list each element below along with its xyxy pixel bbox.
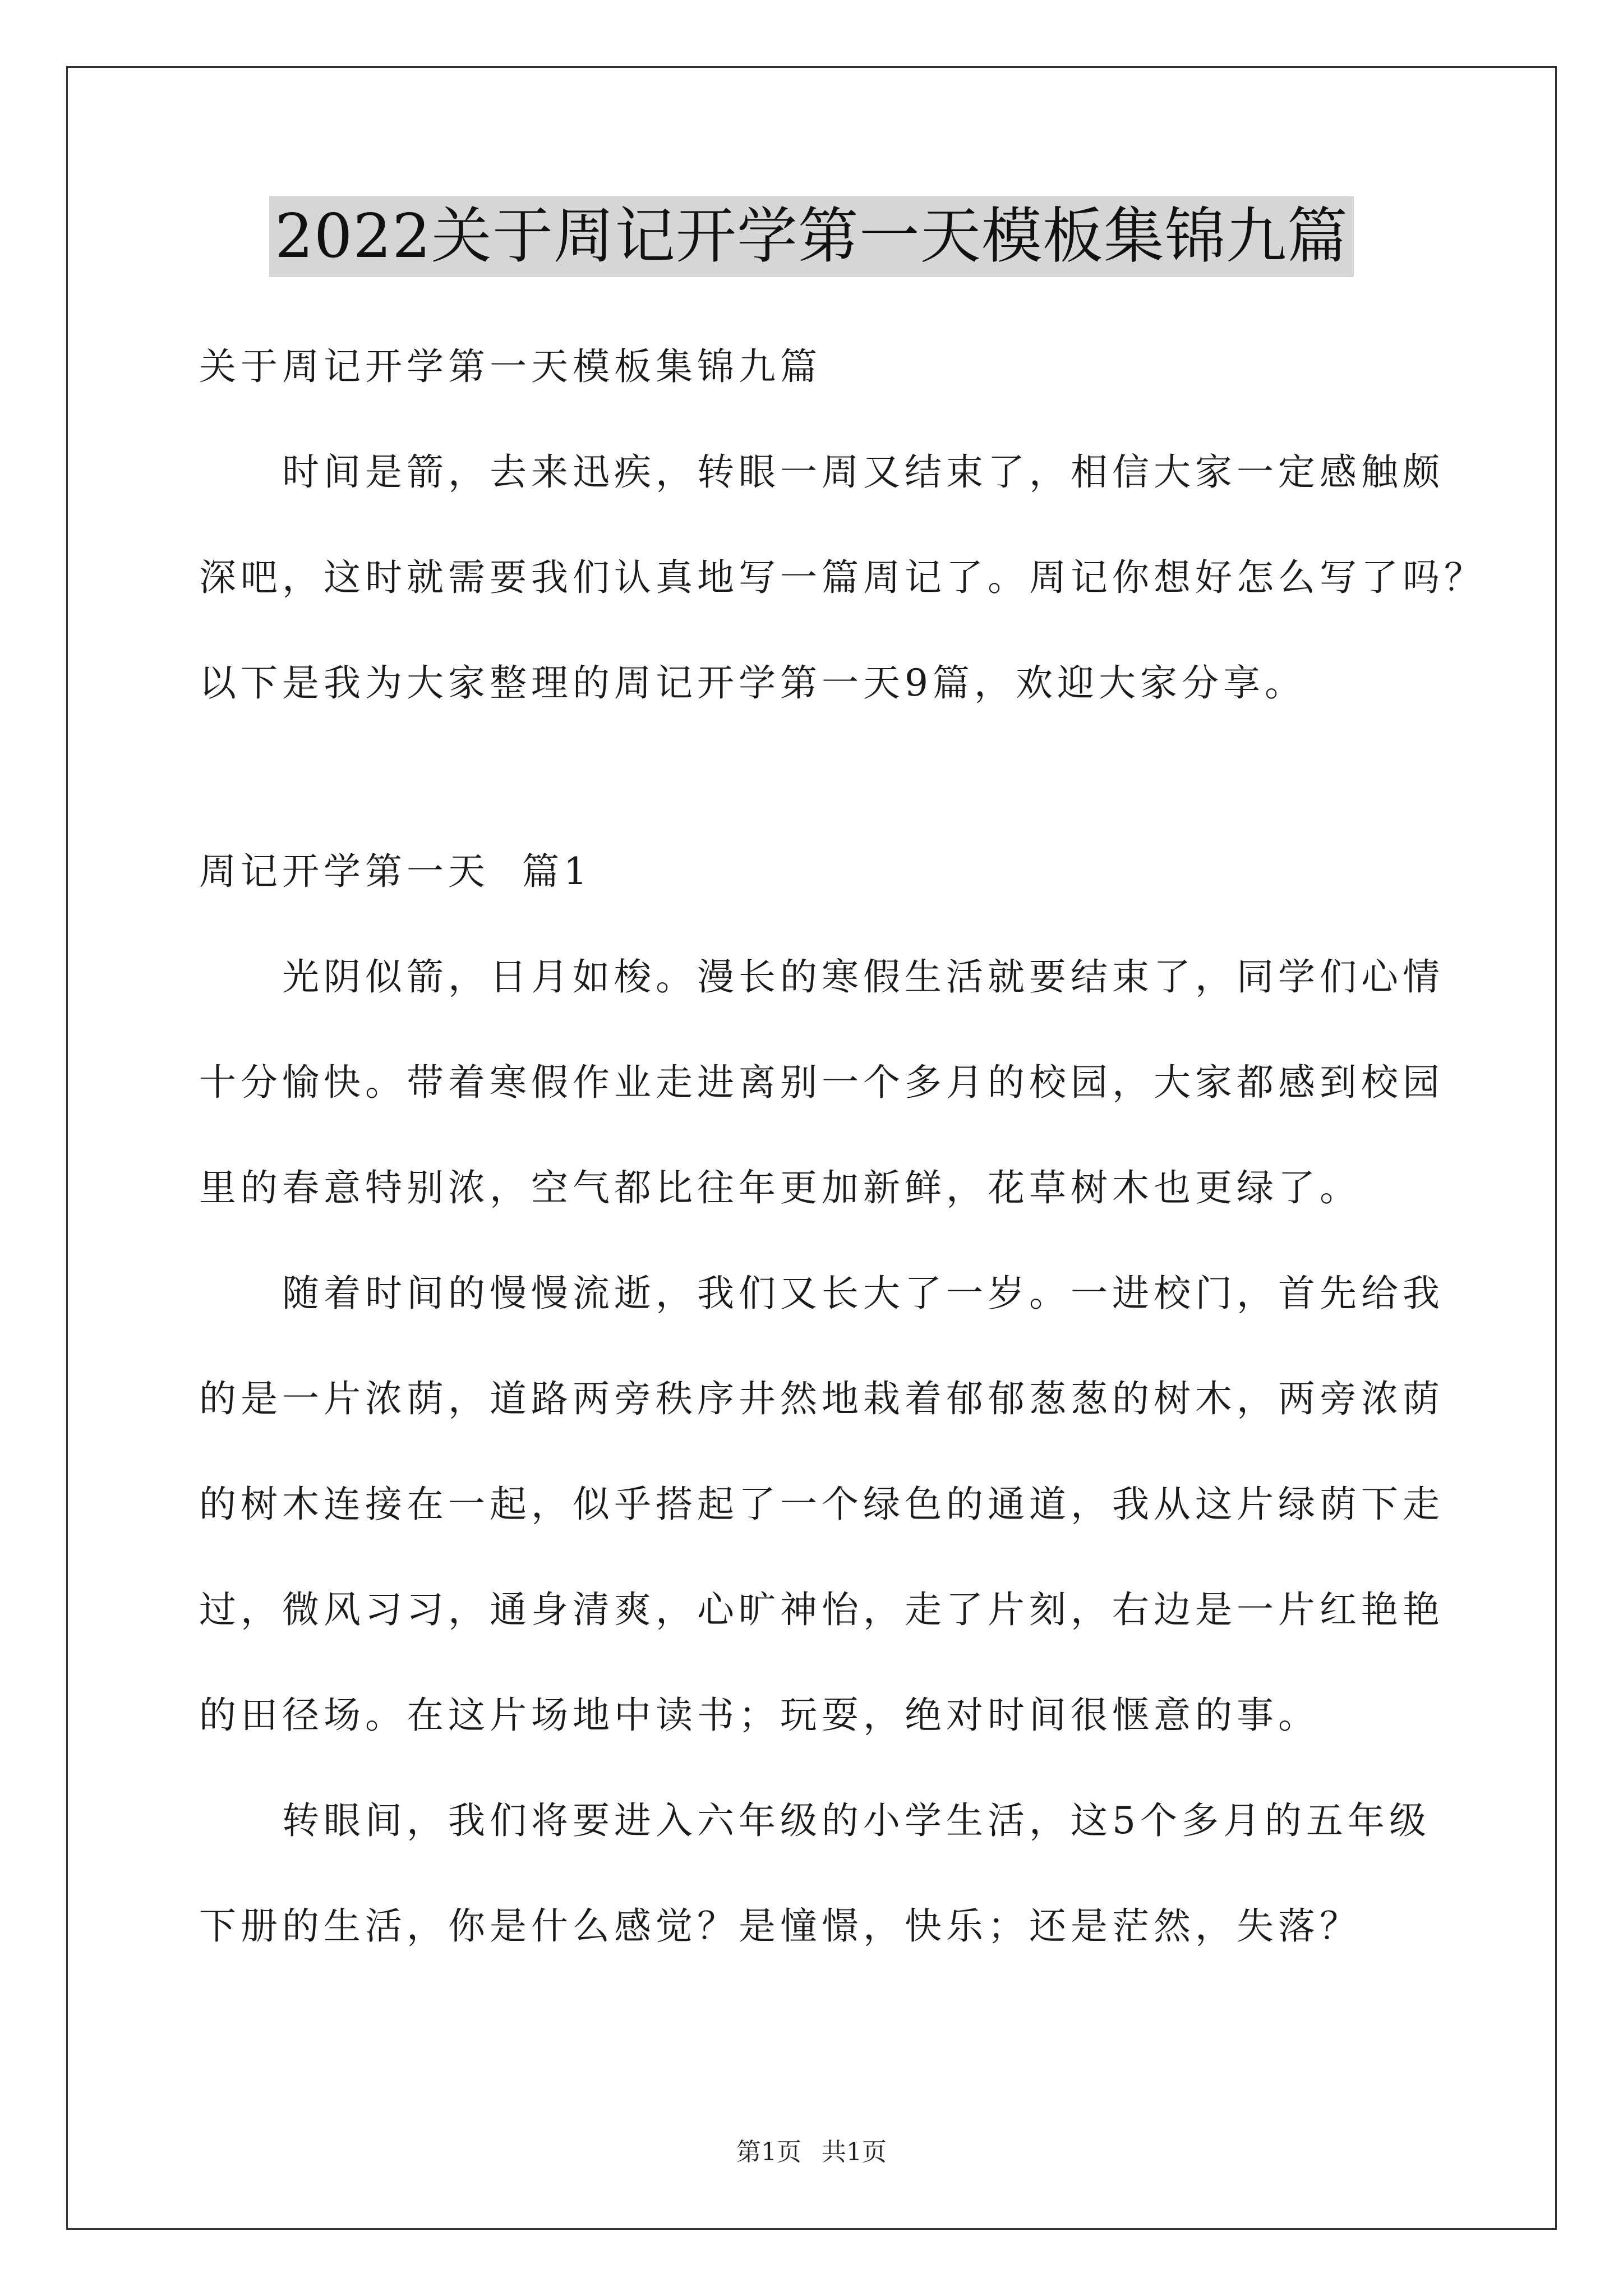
document-body xyxy=(199,314,1486,1979)
paragraph-line: 的田径场。在这片场地中读书；玩耍，绝对时间很惬意的事。 xyxy=(199,1694,1320,1737)
intro-line: 以下是我为大家整理的周记开学第一天9篇，欢迎大家分享。 xyxy=(199,661,1306,705)
paragraph-line: 的是一片浓荫，道路两旁秩序井然地栽着郁郁葱葱的树木，两旁浓荫 xyxy=(199,1377,1444,1420)
spacer xyxy=(199,736,1438,819)
page-footer xyxy=(0,2132,1623,2168)
paragraph-line: 里的春意特别浓，空气都比往年更加新鲜，花草树木也更绿了。 xyxy=(199,1166,1361,1209)
title-area xyxy=(0,196,1623,277)
paragraph-line: 转眼间，我们将要进入六年级的小学生活，这5个多月的五年级 xyxy=(282,1799,1431,1842)
paragraph-line: 十分愉快。带着寒假作业走进离别一个多月的校园，大家都感到校园 xyxy=(199,1061,1444,1104)
subtitle: 关于周记开学第一天模板集锦九篇 xyxy=(199,345,822,388)
paragraph-line: 随着时间的慢慢流逝，我们又长大了一岁。一进校门，首先给我 xyxy=(282,1272,1444,1315)
intro-line: 时间是箭，去来迅疾，转眼一周又结束了，相信大家一定感触颇 xyxy=(282,450,1444,494)
page-total: 共1页 xyxy=(822,2138,887,2166)
intro-line: 深吧，这时就需要我们认真地写一篇周记了。周记你想好怎么写了吗？ xyxy=(199,556,1486,599)
paragraph-line: 过，微风习习，通身清爽，心旷神怡，走了片刻，右边是一片红艳艳 xyxy=(199,1588,1444,1631)
paragraph-line: 的树木连接在一起，似乎搭起了一个绿色的通道，我从这片绿荫下走 xyxy=(199,1483,1444,1526)
paragraph-line: 下册的生活，你是什么感觉？是憧憬，快乐；还是茫然，失落？ xyxy=(199,1904,1361,1948)
paragraph-line: 光阴似箭，日月如梭。漫长的寒假生活就要结束了，同学们心情 xyxy=(282,955,1444,999)
document-title: 2022关于周记开学第一天模板集锦九篇 xyxy=(269,196,1354,277)
section-heading: 周记开学第一天 篇1 xyxy=(199,850,592,893)
page-number: 第1页 xyxy=(736,2138,801,2166)
